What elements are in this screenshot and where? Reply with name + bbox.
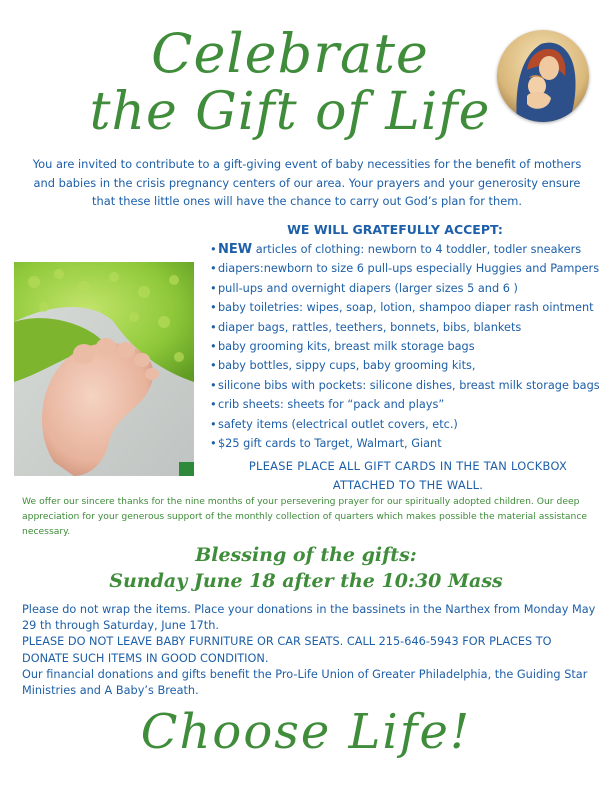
instructions: [22, 602, 597, 699]
blessing-date: Sunday June 18 after the 10:30 Mass: [109, 570, 503, 592]
instruction-paragraph: PLEASE DO NOT LEAVE BABY FURNITURE OR CAR SEATS. CALL 215-646-5943 FOR PLACES TO DONATE SUCH ITEMS IN GOOD CONDITION.: [22, 635, 552, 665]
accept-heading: WE WILL GRATEFULLY ACCEPT:: [287, 222, 503, 237]
choose-life-heading: Choose Life!: [140, 704, 472, 760]
accept-list: [210, 240, 605, 453]
list-item: •baby bottles, sippy cups, baby grooming kits,: [210, 359, 476, 373]
list-item: •$25 gift cards to Target, Walmart, Giant: [210, 437, 442, 451]
instruction-paragraph: Our financial donations and gifts benefit the Pro-Life Union of Greater Philadelphia, the Guiding Star Ministries and A Baby’s Breath.: [22, 667, 588, 698]
list-item: •diaper bags, rattles, teethers, bonnets, bibs, blankets: [210, 320, 522, 334]
list-item: •crib sheets: sheets for “pack and plays”: [210, 398, 445, 412]
title-line-2: the Gift of Life: [89, 82, 491, 142]
instruction-paragraph: Please do not wrap the items. Place your donations in the bassinets in the Narthex from Monday May 29 th through Saturday, June 17th.: [22, 603, 596, 633]
thanks-text: We offer our sincere thanks for the nine months of your persevering prayer for our spiritually adopted children. Our deep appreciation for your generous support of the monthly collection of quarters which makes possible the material assistance necessary.: [22, 496, 588, 537]
list-item: •baby toiletries: wipes, soap, lotion, shampoo diaper rash ointment: [210, 301, 594, 315]
list-item: •silicone bibs with pockets: silicone dishes, breast milk storage bags: [210, 378, 600, 392]
list-item: •safety items (electrical outlet covers, etc.): [210, 417, 458, 431]
list-item: •NEW articles of clothing: newborn to 4 toddler, todler sneakers: [210, 242, 582, 257]
new-label: NEW: [218, 242, 253, 257]
madonna-child-image: [497, 30, 589, 122]
baby-foot-photo: [14, 262, 194, 476]
gift-card-note: PLEASE PLACE ALL GIFT CARDS IN THE TAN LOCKBOX ATTACHED TO THE WALL.: [248, 459, 568, 492]
list-item: •diapers:newborn to size 6 pull-ups especially Huggies and Pampers: [210, 262, 600, 276]
list-item: •pull-ups and overnight diapers (larger sizes 5 and 6 ): [210, 281, 518, 295]
blessing-title: Blessing of the gifts:: [195, 544, 417, 566]
title-line-1: Celebrate: [151, 22, 429, 85]
intro-text: You are invited to contribute to a gift-giving event of baby necessities for the benefit of mothers and babies in the crisis pregnancy centers of our area. Your prayers and your generosity ensure that these little ones will have the chance to carry out God’s plan for them.: [32, 157, 582, 208]
list-item: •baby grooming kits, breast milk storage bags: [210, 340, 475, 354]
